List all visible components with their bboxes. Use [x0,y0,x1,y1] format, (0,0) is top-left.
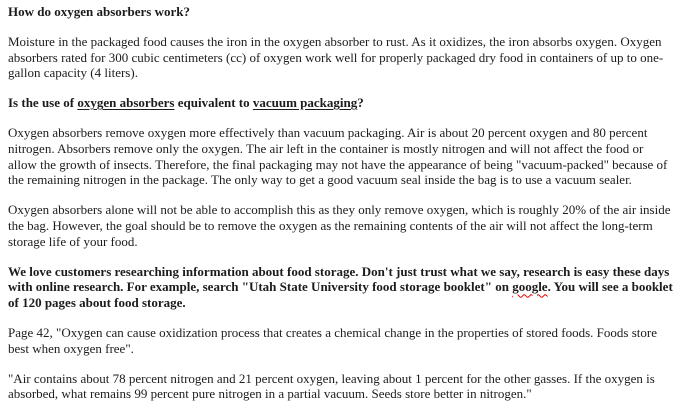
paragraph-remove-effectively: Oxygen absorbers remove oxygen more effectively than vacuum packaging. Air is about 20 percent oxygen and 80 percent nitrogen. Absorbers remove only the oxygen. The air left in the container is mostly nitrogen and will not affect the food or allow the growth of insects. Therefore, the final packaging may not have the appearance of being "vacuum-packed" because of the remaining nitrogen in the package. The only way to get a good vacuum seal inside the bag is to use a vacuum sealer. [8,124,668,188]
heading-how-absorbers-work: How do oxygen absorbers work? [8,4,191,19]
paragraph-moisture-rust: Moisture in the packaged food causes the iron in the oxygen absorber to rust. As it oxidizes, the iron absorbs oxygen. Oxygen absorbers rated for 300 cubic centimeters (cc) of oxygen work well for properly packaged dry food in containers of up to one-gallon capacity (4 liters). [8,33,664,81]
underlined-vacuum-packaging: vacuum packaging [252,95,358,111]
research-text-before-google: We love customers researching information about food storage. Don't just trust what we say, research is easy these days with online research. For example, search "Utah State University food storage booklet" on [8,263,670,295]
paragraph-page42-quote: Page 42, "Oxygen can cause oxidization process that creates a chemical change in the properties of stored foods. Foods store best when oxygen free". [8,324,657,356]
heading-equivalent-prefix: Is the use of [8,95,78,111]
heading-equivalent-question [8,95,674,111]
heading-equivalent-middle: equivalent to [174,95,253,111]
heading-equivalent-suffix: ? [357,95,364,111]
research-text-after-google: . You will see a booklet of 120 pages about food storage. [8,279,673,311]
paragraph-research-bold [8,264,674,311]
paragraph-absorbers-alone: Oxygen absorbers alone will not be able to accomplish this as they only remove oxygen, which is roughly 20% of the air inside the bag. However, the goal should be to remove the oxygen as the remaining contents of the air will not affect the long-term storage life of your food. [8,202,671,249]
paragraph-air-composition-quote: "Air contains about 78 percent nitrogen and 21 percent oxygen, leaving about 1 percent for the other gasses. If the oxygen is absorbed, what remains 99 percent pure nitrogen in a partial vacuum. Seeds store better in nitrogen." [8,370,655,402]
underlined-oxygen-absorbers: oxygen absorbers [77,95,175,111]
misspelled-word-google: google [512,279,548,295]
